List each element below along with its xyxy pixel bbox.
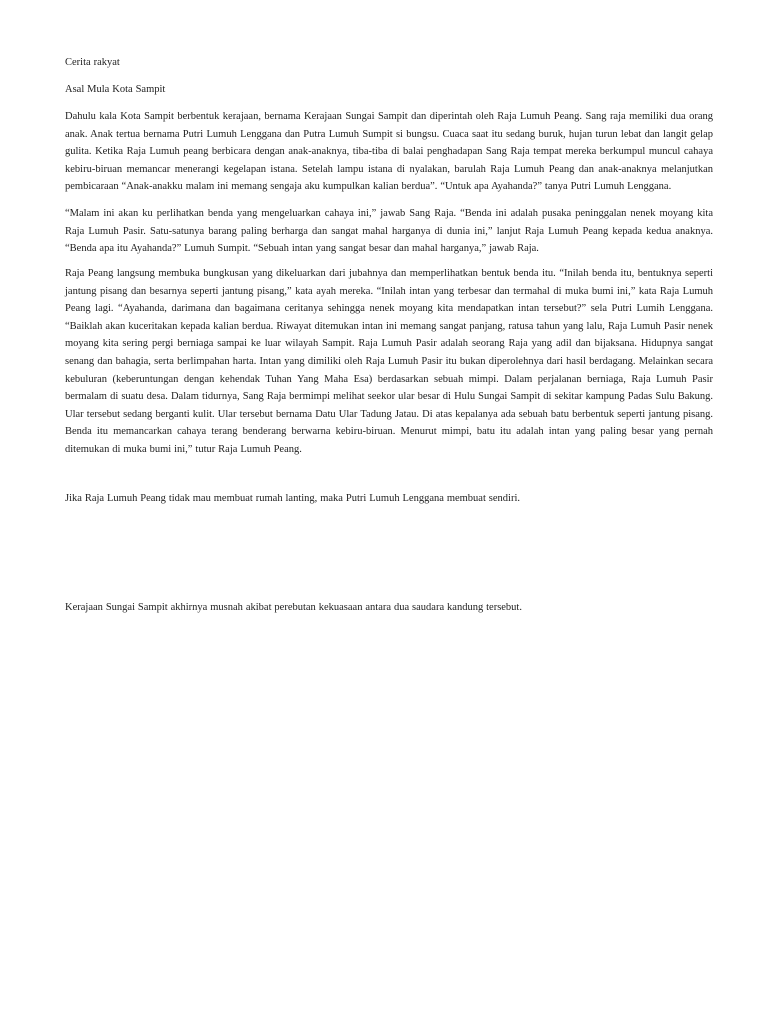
paragraph-1: Dahulu kala Kota Sampit berbentuk kerajaan, bernama Kerajaan Sungai Sampit dan diperintah oleh Raja Lumuh Peang. Sang raja memiliki dua orang anak. Anak tertua bernama Putri Lumuh Lenggana dan Putra Lumuh Sumpit si bungsu. Cuaca saat itu sedang buruk, hujan turun lebat dan langit gelap gulita. Ketika Raja Lumuh peang berbicara dengan anak-anaknya, tiba-tiba di balai penghadapan Sang Raja tempat mereka berkumpul muncul cahaya kebiru-biruan memancar menerangi kegelapan istana. Setelah lampu istana di nyalakan, barulah Raja Lumuh Peang dan anak-anaknya melanjutkan pembicaraan “Anak-anakku malam ini memang sengaja aku kumpulkan kalian berdua”. “Untuk apa Ayahanda?” tanya Putri Lumuh Lenggana. bbox=[65, 111, 713, 193]
document-title: Asal Mula Kota Sampit bbox=[65, 84, 166, 95]
paragraph-5: Kerajaan Sungai Sampit akhirnya musnah akibat perebutan kekuasaan antara dua saudara kandung tersebut. bbox=[65, 602, 522, 613]
paragraph-4: Jika Raja Lumuh Peang tidak mau membuat rumah lanting, maka Putri Lumuh Lenggana membuat sendiri. bbox=[65, 493, 521, 504]
paragraph-3: Raja Peang langsung membuka bungkusan yang dikeluarkan dari jubahnya dan memperlihatkan bentuk benda itu. “Inilah benda itu, bentuknya seperti jantung pisang dan besarnya seperti jantung pisang,” kata ayah mereka. “Inilah intan yang terbesar dan termahal di muka bumi ini,” kata Raja Lumuh Peang lagi. “Ayahanda, darimana dan bagaimana ceritanya sehingga nenek moyang kita mendapatkan intan tersebut?” sela Putri Lumih Lenggana. “Baiklah akan kuceritakan kepada kalian berdua. Riwayat ditemukan intan ini memang sangat panjang, ratusa tahun yang lalu, Raja Lumuh Pasir nenek moyang kita sering pergi berniaga sampai ke luar wilayah Sampit. Raja Lumuh Pasir adalah seorang Raja yang adil dan bijaksana. Hidupnya sangat senang dan bahagia, serta berlimpahan harta. Intan yang dimiliki oleh Raja Lumuh Pasir itu bukan diperolehnya dari hasil berdagang. Melainkan secara kebuluran (keberuntungan dengan kehendak Tuhan Yang Maha Esa) berdasarkan sebuah mimpi. Dalam perjalanan berniaga, Raja Lumuh Pasir bermalam di suatu desa. Dalam tidurnya, Sang Raja bermimpi melihat seekor ular besar di Hulu Sungai Sampit di sekitar kampung Padas Sulu Bakung. Ular tersebut sedang berganti kulit. Ular tersebut bernama Datu Ular Tadung Jatau. Di atas kepalanya ada sebuah batu berbentuk seperti jantung pisang. Benda itu memancarkan cahaya terang benderang berwarna kebiru-biruan. Menurut mimpi, batu itu adalah intan yang paling besar yang pernah ditemukan di muka bumi ini,” tutur Raja Lumuh Peang. bbox=[65, 268, 713, 455]
document-genre: Cerita rakyat bbox=[65, 57, 120, 68]
paragraph-2: “Malam ini akan ku perlihatkan benda yang mengeluarkan cahaya ini,” jawab Sang Raja. “Benda ini adalah pusaka peninggalan nenek moyang kita Raja Lumuh Pasir. Satu-satunya barang paling berharga dan sangat mahal harganya di dunia ini,” lanjut Raja Lumuh Peang kepada kedua anaknya. “Benda apa itu Ayahanda?” Lumuh Sumpit. “Sebuah intan yang sangat besar dan mahal harganya,” jawab Raja. bbox=[65, 208, 713, 255]
